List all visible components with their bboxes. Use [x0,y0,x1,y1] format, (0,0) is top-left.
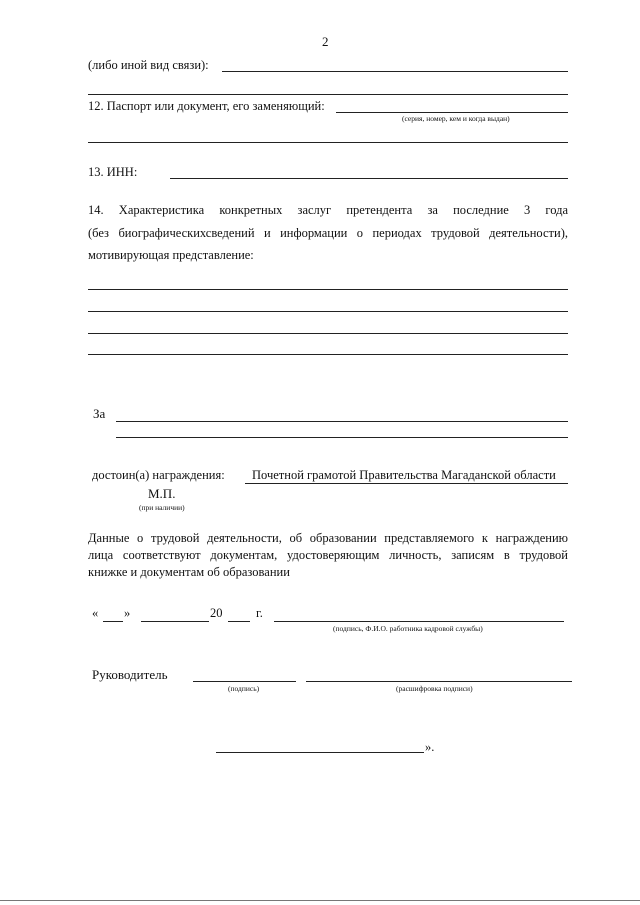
closing-field[interactable] [216,752,424,753]
award-value: Почетной грамотой Правительства Магаданской области [252,468,556,482]
stamp-label: М.П. [148,486,176,501]
merits-line-2: (без биографическихсведений и информации о периодах трудовой деятельности), [88,226,568,240]
date-year-field[interactable] [228,621,250,622]
date-day-field[interactable] [103,621,123,622]
head-decode-field[interactable] [306,681,572,682]
merits-field-4[interactable] [88,354,568,355]
merits-line-3: мотивирующая представление: [88,248,254,262]
for-field-2[interactable] [116,437,568,438]
date-year-suffix: г. [256,606,263,620]
hr-signature-field[interactable] [274,621,564,622]
passport-hint: (серия, номер, кем и когда выдан) [402,114,510,123]
closing-mark: ». [425,740,435,754]
divider-line [88,94,568,95]
confirmation-line-2: лица соответствуют документам, удостоверяющим личность, записям в трудовой [88,548,568,562]
passport-label: 12. Паспорт или документ, его заменяющий: [88,99,325,113]
merits-field-2[interactable] [88,311,568,312]
merits-field-1[interactable] [88,289,568,290]
date-year-prefix: 20 [210,606,223,620]
date-open-quote: « [92,606,99,620]
for-field-1[interactable] [116,421,568,422]
page-number: 2 [322,34,329,49]
date-close-quote: » [124,606,131,620]
head-decode-hint: (расшифровка подписи) [396,684,473,693]
award-label: достоин(а) награждения: [92,468,225,482]
head-label: Руководитель [92,667,168,682]
confirmation-line-1: Данные о трудовой деятельности, об образовании представляемого к награждению [88,531,568,545]
hr-signature-hint: (подпись, Ф.И.О. работника кадровой службы) [333,624,483,633]
confirmation-line-3: книжке и документам об образовании [88,565,290,579]
merits-line-1: 14. Характеристика конкретных заслуг претендента за последние 3 года [88,203,568,217]
merits-field-3[interactable] [88,333,568,334]
head-signature-hint: (подпись) [228,684,260,693]
inn-label: 13. ИНН: [88,165,138,179]
passport-field[interactable] [336,112,568,113]
date-month-field[interactable] [141,621,209,622]
inn-field[interactable] [170,178,568,179]
award-field[interactable] [245,483,568,484]
confirmation-paragraph [88,530,568,581]
bottom-edge-line [0,900,640,901]
other-contact-field[interactable] [222,71,568,72]
for-label: За [93,406,106,421]
passport-field-2[interactable] [88,142,568,143]
other-contact-label: (либо иной вид связи): [88,58,209,72]
head-signature-field[interactable] [193,681,296,682]
stamp-hint: (при наличии) [139,503,185,512]
